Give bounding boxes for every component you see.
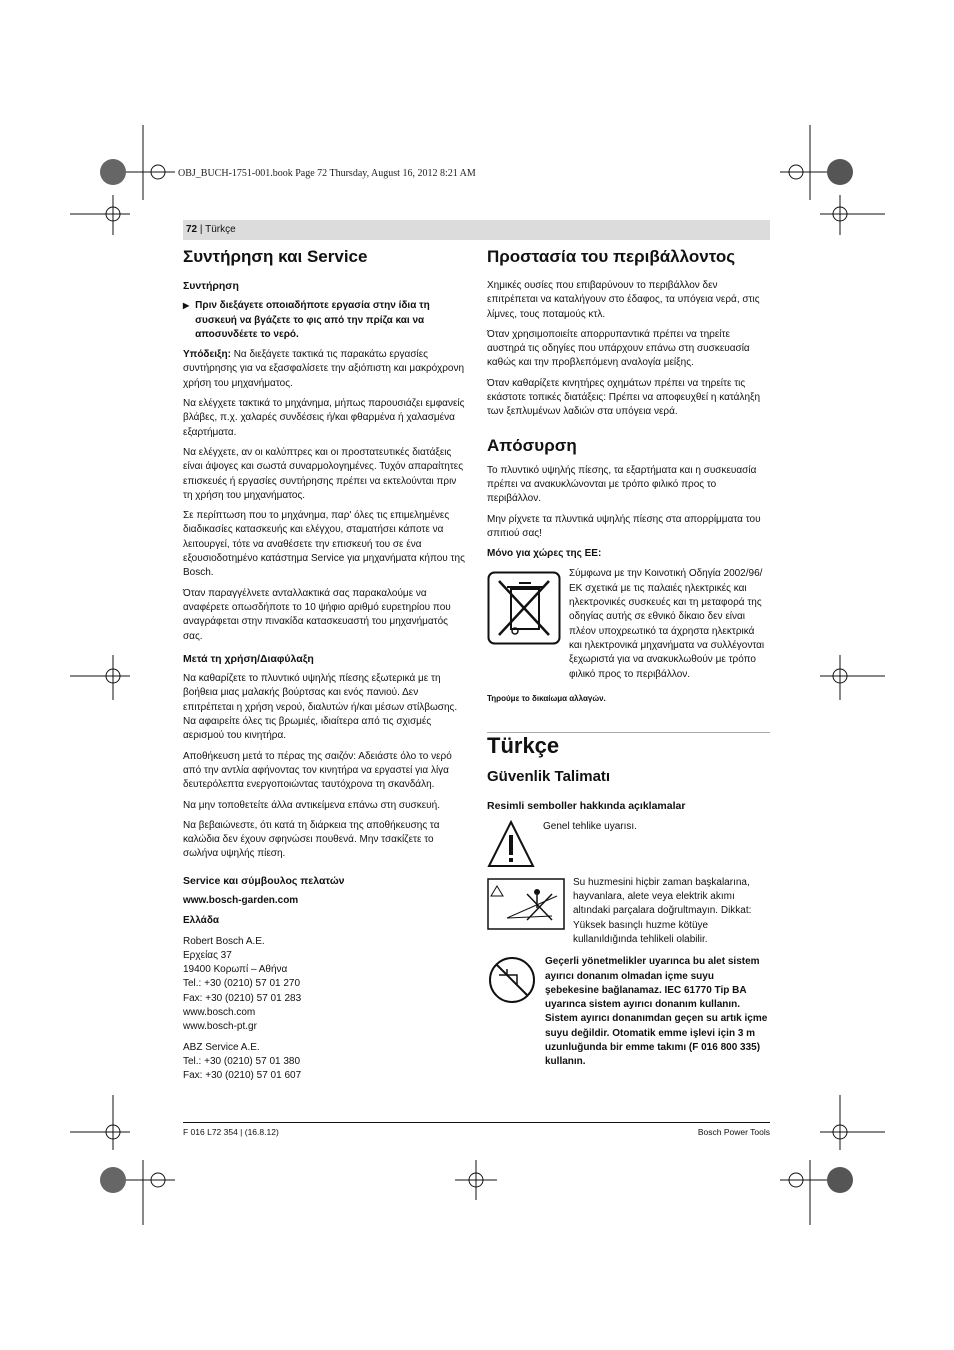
print-slug: OBJ_BUCH-1751-001.book Page 72 Thursday, August 16, 2012 8:21 AM — [178, 168, 476, 179]
paragraph: Χημικές ουσίες που επιβαρύνουν το περιβάλλον δεν επιτρέπεται να καταλήγουν στο έδαφος, τα υπόγεια νερά, στις λίμνες, τους ποταμούς κτλ. — [487, 280, 760, 320]
weee-text: Σύμφωνα με την Κοινοτική Οδηγία 2002/96/ΕΚ σχετικά με τις παλαιές ηλεκτρικές και ηλεκτρονικές συσκευές και τη μεταφορά της οδηγίας αυτής σε εθνικό δίκαιο δεν είναι πλέον υποχρεωτικό τα άχρηστα ηλεκτρικά και ηλεκτρονικά μηχανήματα να συλλέγονται ξεχωριστά για να ανακυκλωθούν με τρόπο φιλικό προς το περιβάλλον. — [569, 568, 765, 680]
symbol-row-spray — [487, 876, 770, 947]
safety-title: Güvenlik Talimatı — [487, 768, 611, 786]
note-text: Να διεξάγετε τακτικά τις παρακάτω εργασίες συντήρησης για να εξασφαλίσετε την αξιόπιστη και μακρόχρονη χρήση του μηχανήματος. — [183, 349, 465, 389]
service-heading: Service και σύμβουλος πελατών — [183, 874, 345, 887]
symbols-heading: Resimli semboller hakkında açıklamalar — [487, 800, 686, 813]
paragraph: Να καθαρίζετε το πλυντικό υψηλής πίεσης εξωτερικά με τη βοήθεια μιας μαλακής βούρτσας και ενός πανιού. Δεν επιτρέπεται η χρήση νερού, διαλυτών ή/και μέσων στίλβωσης. Να αφαιρείτε όλες τις βρωμιές, ιδιαίτερα από τις σχισμές αερισμού του κινητήρα. — [183, 673, 458, 742]
spray-warning-icon — [487, 878, 565, 930]
safety-bullet — [183, 299, 468, 342]
paragraph: Να βεβαιώνεστε, ότι κατά τη διάρκεια της αποθήκευσης τα καλώδια δεν έχουν σφηνώσει πουθενά. Μην τσακίζετε το σωλήνα υψηλής πίεση. — [183, 819, 440, 860]
note-paragraph — [183, 348, 468, 391]
header-language: Türkçe — [205, 224, 236, 235]
address-line: Fax: +30 (0210) 57 01 283 — [183, 992, 302, 1004]
bullet-triangle-icon: ▶ — [183, 301, 190, 311]
address-line: www.bosch-pt.gr — [183, 1021, 257, 1033]
symbol-row-warning — [487, 820, 770, 868]
spray-text: Su huzmesini hiçbir zaman başkalarına, hayvanlara, alete veya elektrik akımı altındaki parçalara doğrultmayın. Dikkat: Yüksek basınçlı huzme kötüye kullanıldığında tehlikeli olabilir. — [573, 876, 752, 945]
country-label: Ελλάδα — [183, 915, 220, 927]
page-number: 72 — [186, 224, 198, 235]
paragraph: Να μην τοποθετείτε άλλα αντικείμενα επάνω στη συσκευή. — [183, 799, 440, 811]
weee-crossed-bin-icon — [487, 571, 561, 645]
paragraph: Το πλυντικό υψηλής πίεσης, τα εξαρτήματα και η συσκευασία πρέπει να ανακυκλώνονται με τρόπο φιλικό προς το περιβάλλον. — [487, 464, 757, 505]
right-column — [487, 247, 770, 1078]
paragraph: Μην ρίχνετε τα πλυντικά υψηλής πίεσης στα απορρίμματα του σπιτιού σας! — [487, 513, 761, 539]
address-line: Tel.: +30 (0210) 57 01 270 — [183, 978, 301, 990]
left-column — [183, 247, 468, 1084]
address-line: Ερχείας 37 — [183, 949, 232, 961]
footer-rule — [183, 1122, 770, 1123]
tap-text: Geçerli yönetmelikler uyarınca bu alet sistem ayırıcı donanım olmadan içme suyu şebekesine bağlanamaz. IEC 61770 Tip BA uyarınca sistem ayırıcı donanım kullanın. Sistem ayırıcı donanımdan geçen su artık içme suyu değildir. Otomatik emme işlevi için 3 m uzunluğunda bir emme takımı (F 016 800 335) kullanın. — [545, 956, 768, 1068]
paragraph: Όταν χρησιμοποιείτε απορρυπαντικά πρέπει να τηρείτε αυστηρά τις οδηγίες που υπάρχουν επάνω στη συσκευασία καθώς και την προβλεπόμενη αναλογία μείξης. — [487, 328, 750, 369]
disposal-title: Απόσυρση — [487, 435, 577, 455]
paragraph: Όταν παραγγέλνετε ανταλλακτικά σας παρακαλούμε να αναφέρετε οπωσδήποτε το 10 ψήφιο αριθμό ευρετηρίου που αναγράφεται στην πινακίδα κατασκευαστή του μηχανήματός σας. — [183, 587, 451, 642]
environment-title: Προστασία του περιβάλλοντος — [487, 247, 736, 266]
warning-triangle-icon — [487, 820, 535, 868]
address-line: www.bosch.com — [183, 1007, 256, 1019]
paragraph: Αποθήκευση μετά το πέρας της σαιζόν: Αδειάστε όλο το νερό από την αντλία αφήνοντας τον κινητήρα να εργαστεί για λίγα δευτερόλεπτα ενεργοποιώντας ταυτόχρονα τη σκανδάλη. — [183, 750, 452, 791]
service-url: www.bosch-garden.com — [183, 894, 299, 906]
paragraph: Όταν καθαρίζετε κινητήρες οχημάτων πρέπει να τηρείτε τις εκάστοτε τοπικές διατάξεις: Πρέπει να αποφευχθεί η κατάληξη των ξεπλυμένων λαδιών στα υπόγεια νερά. — [487, 377, 761, 418]
address-line: Robert Bosch A.E. — [183, 935, 265, 947]
address-block-1 — [183, 935, 468, 1035]
maintenance-heading: Συντήρηση — [183, 280, 239, 292]
paragraph: Να ελέγχετε, αν οι καλύπτρες και οι προστατευτικές διατάξεις είναι άψογες και σωστά συναρμολογημένες. Τυχόν απαραίτητες επισκευές ή εργασίες συντήρησης πρέπει να εκτελούνται πριν τη χρήση του μηχανήματος. — [183, 446, 464, 501]
eu-only-label: Μόνο για χώρες της ΕΕ: — [487, 548, 602, 560]
turkish-title: Türkçe — [487, 733, 560, 759]
weee-block — [487, 567, 770, 681]
paragraph: Σε περίπτωση που το μηχάνημα, παρ' όλες τις επιμελημένες διαδικασίες κατασκευής και ελέγχου, σταματήσει κάποτε να λειτουργεί, τότε να αναθέσετε την επισκευή του σε ένα εξουσιοδοτημένο κατάστημα Service για μηχανήματα κήπου της Bosch. — [183, 510, 465, 579]
footer-right: Bosch Power Tools — [697, 1127, 770, 1137]
bullet-text: Πριν διεξάγετε οποιαδήποτε εργασία στην ίδια τη συσκευή να βγάζετε το φις από την πρίζα και να αποσυνδέετε το νερό. — [195, 300, 430, 340]
address-line: Tel.: +30 (0210) 57 01 380 — [183, 1055, 301, 1067]
maintenance-service-title: Συντήρηση και Service — [183, 247, 368, 266]
note-label: Υπόδειξη: — [183, 349, 231, 361]
after-use-heading: Μετά τη χρήση/Διαφύλαξη — [183, 652, 314, 665]
page-header: 72 | Türkçe — [183, 220, 770, 240]
footer-left: F 016 L72 354 | (16.8.12) — [183, 1127, 279, 1137]
address-line: ABZ Service A.E. — [183, 1041, 260, 1053]
address-line: Fax: +30 (0210) 57 01 607 — [183, 1070, 302, 1082]
address-block-2 — [183, 1041, 468, 1084]
warning-text: Genel tehlike uyarısı. — [543, 820, 637, 832]
address-line: 19400 Κορωπί – Αθήνα — [183, 964, 288, 976]
rights-reserved: Τηρούμε το δικαίωμα αλλαγών. — [487, 693, 606, 703]
no-drinking-water-icon — [487, 955, 537, 1005]
symbol-row-tap — [487, 955, 770, 1069]
paragraph: Να ελέγχετε τακτικά το μηχάνημα, μήπως παρουσιάζει εμφανείς βλάβες, π.χ. χαλαρές συνδέσεις ή/και φθαρμένα ή χαλασμένα εξαρτήματα. — [183, 398, 465, 438]
